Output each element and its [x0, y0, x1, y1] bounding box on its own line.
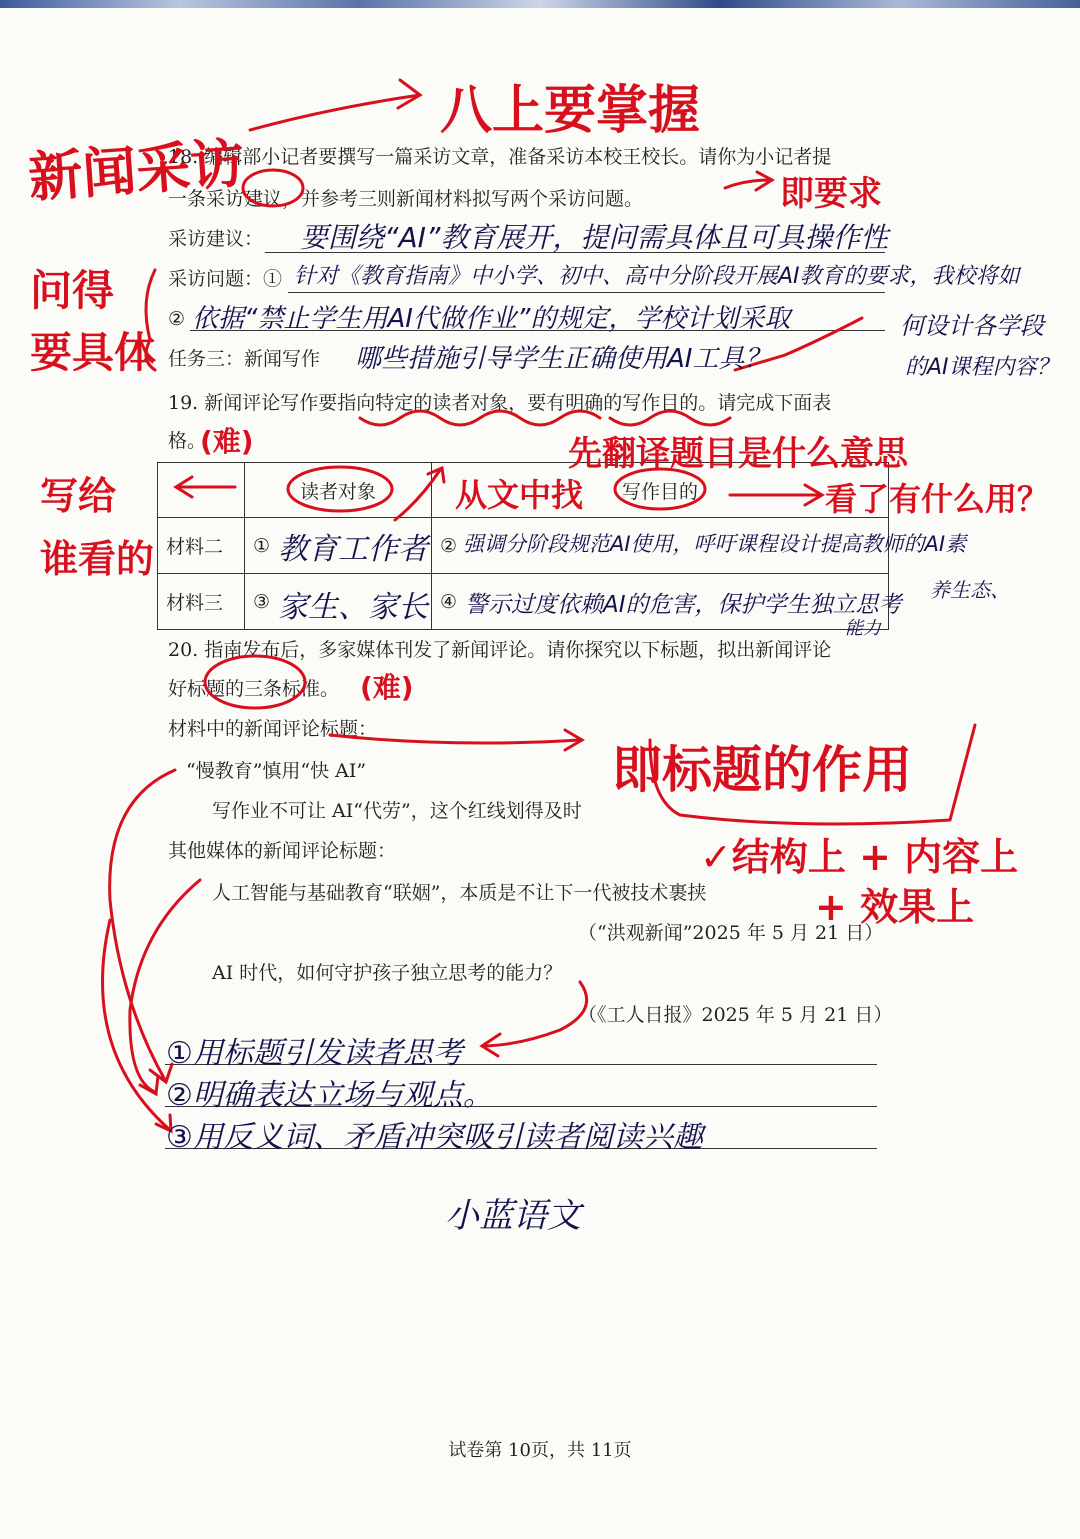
q18-line2: 一条采访建议，并参考三则新闻材料拟写两个采访问题。: [168, 188, 644, 210]
q18-q2-marker: ②: [168, 308, 186, 330]
blue-purpose-row2: 强调分阶段规范AI使用，呼吁课程设计提高教师的AI素: [463, 532, 967, 556]
q18-questions-label: 采访问题：①: [168, 268, 283, 290]
q18-suggestion-label: 采访建议：: [168, 228, 264, 250]
red-note-xinwen-caifang: 新闻采访: [26, 131, 247, 210]
blue-purpose-row3-cont: 能力: [845, 618, 881, 639]
red-note-ji-biaoti: 即标题的作用: [612, 741, 912, 799]
q20-other-label: 其他媒体的新闻评论标题：: [168, 840, 397, 862]
arrow-to-ans1-right: [485, 982, 587, 1046]
blue-margin-q1b: 的AI课程内容？: [905, 355, 1059, 380]
circle-biaozhun: [205, 656, 305, 708]
red-note-nan-1: (难): [200, 425, 254, 458]
blue-answer-question2: 依据“禁止学生用AI代做作业”的规定，学校计划采取: [192, 304, 791, 334]
red-note-nan-2: (难): [360, 671, 414, 704]
red-note-ji-yaoqiu: 即要求: [780, 174, 882, 214]
arrow-to-ans3: [103, 920, 171, 1130]
red-note-wende-2: 要具体: [30, 328, 157, 377]
red-note-xianfanyi: 先翻译题目是什么意思: [568, 434, 908, 474]
wavy-mudi: [610, 411, 730, 425]
q19-line2: 格。: [168, 430, 207, 452]
q20-line2: 好标题的三条标准。: [168, 678, 340, 700]
red-note-kanle: 看了有什么用？: [825, 480, 1050, 518]
blue-answer-question1: 针对《教育指南》中小学、初中、高中分阶段开展AI教育的要求，我校将如: [294, 264, 1020, 289]
q20-material-titles-label: 材料中的新闻评论标题：: [168, 718, 378, 740]
q19-marker-3: ③: [253, 590, 271, 613]
q19-line1: 19. 新闻评论写作要指向特定的读者对象，要有明确的写作目的。请完成下面表: [168, 392, 832, 414]
arrow-to-wenzhong: [395, 470, 440, 520]
arrow-to-biaoti-zuoyong: [330, 735, 580, 743]
q20-title-a: “慢教育”慎用“快 AI”: [186, 760, 367, 782]
q18-line1: 18. 编辑部小记者要撰写一篇采访文章，准备采访本校王校长。请你为小记者提: [168, 146, 832, 168]
circle-purpose-header: [615, 469, 705, 509]
q19-marker-4: ④: [440, 590, 458, 613]
q19-marker-1: ①: [253, 534, 271, 557]
q19-marker-2: ②: [440, 534, 458, 557]
circle-jianyi: [243, 170, 303, 206]
q19-header-purpose: 写作目的: [432, 463, 889, 518]
q20-line1: 20. 指南发布后，多家媒体刊发了新闻评论。请你探究以下标题，拟出新闻评论: [168, 639, 832, 661]
circle-reader-header: [288, 467, 392, 511]
red-note-xiegei-1: 写给: [40, 474, 117, 518]
q20-title-c: 人工智能与基础教育“联姻”，本质是不让下一代被技术裹挟: [212, 882, 707, 904]
red-note-cong-wenzhong: 从文中找: [455, 476, 584, 514]
red-note-xiaoguo: + 效果上: [815, 885, 975, 929]
red-note-xiegei-2: 谁看的: [40, 537, 155, 581]
q20-title-d: AI 时代，如何守护孩子独立思考的能力？: [212, 962, 563, 984]
arrow-to-top-note: [250, 95, 420, 130]
blue-answer-standard-3: ③用反义词、矛盾冲突吸引读者阅读兴趣: [166, 1120, 703, 1155]
q19-header-reader: 读者对象: [245, 463, 432, 518]
blue-answer-suggestion: 要围绕“AI”教育展开，提问需具体且可具操作性: [300, 221, 889, 254]
q20-source-d: （《工人日报》2025 年 5 月 21 日）: [578, 1004, 893, 1026]
blue-reader-row3: 家生、家长: [278, 590, 428, 625]
blue-answer-standard-2: ②明确表达立场与观点。: [166, 1078, 493, 1113]
wavy-duzhe: [360, 411, 600, 425]
q19-row2-label: 材料二: [158, 518, 245, 574]
red-note-jiegou: ✓结构上 + 内容上: [700, 835, 1019, 879]
q20-source-c: （“洪观新闻”2025 年 5 月 21 日）: [578, 922, 884, 944]
red-note-bashang: 八上要掌握: [440, 81, 701, 141]
red-note-wende-1: 问得: [30, 266, 115, 315]
blue-answer-standard-1: ①用标题引发读者思考: [166, 1036, 463, 1071]
task3-label: 任务三：新闻写作: [168, 348, 321, 370]
blue-margin-q1: 何设计各学段: [900, 312, 1044, 340]
blue-reader-row2: 教育工作者: [278, 532, 428, 567]
blue-answer-question2-cont: 哪些措施引导学生正确使用AI工具？: [355, 344, 771, 374]
blue-purpose-row3: 警示过度依赖AI的危害，保护学生独立思考: [465, 592, 902, 618]
q19-row3-label: 材料三: [158, 574, 245, 630]
blue-purpose-row2-cont: 养生态、: [930, 578, 1010, 602]
page-footer: 试卷第 10页，共 11页: [448, 1440, 632, 1461]
blue-signature: 小蓝语文: [445, 1196, 581, 1236]
q20-title-b: 写作业不可让 AI“代劳”，这个红线划得及时: [212, 800, 582, 822]
